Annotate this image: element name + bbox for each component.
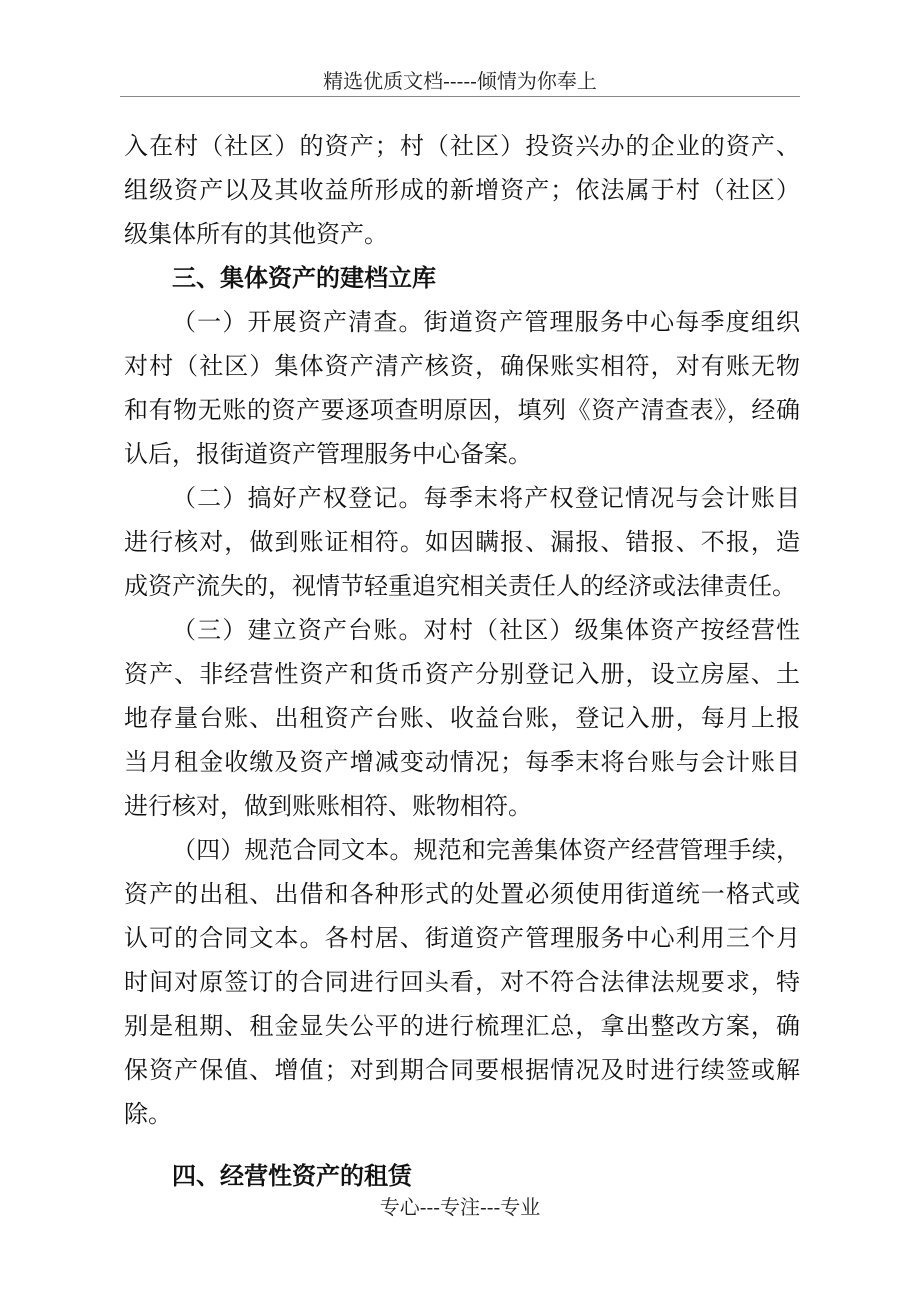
text-line: 地存量台账、出租资产台账、收益台账，登记入册，每月上报 (124, 704, 800, 732)
text-line: 当月租金收缴及资产增减变动情况；每季末将台账与会计账目 (124, 748, 800, 776)
text-line: 认可的合同文本。各村居、街道资产管理服务中心利用三个月 (124, 924, 800, 952)
text-line: 认后，报街道资产管理服务中心备案。 (124, 440, 532, 468)
spacer (124, 1136, 800, 1154)
text-line: （一）开展资产清查。街道资产管理服务中心每季度组织 (172, 308, 800, 336)
text-line: 进行核对，做到账账相符、账物相符。 (124, 792, 532, 820)
page-footer: 专心---专注---专业 (379, 1195, 541, 1219)
text-line: 进行核对，做到账证相符。如因瞒报、漏报、错报、不报，造 (124, 528, 800, 556)
text-line: 成资产流失的，视情节轻重追究相关责任人的经济或法律责任。 (124, 572, 796, 600)
text-line: （二）搞好产权登记。每季末将产权登记情况与会计账目 (172, 484, 800, 512)
text-line: 对村（社区）集体资产清产核资，确保账实相符，对有账无物 (124, 352, 800, 380)
text-line: 时间对原签订的合同进行回头看，对不符合法律法规要求，特 (124, 968, 800, 996)
text-line: （四）规范合同文本。规范和完善集体资产经营管理手续， (172, 836, 800, 864)
text-line: 别是租期、租金显失公平的进行梳理汇总，拿出整改方案，确 (124, 1012, 800, 1040)
text-line: 级集体所有的其他资产。 (124, 220, 388, 248)
text-line: 资产、非经营性资产和货币资产分别登记入册，设立房屋、土 (124, 660, 800, 688)
document-body (124, 124, 800, 1198)
page-header: 精选优质文档-----倾情为你奉上 (323, 69, 597, 93)
text-line: 保资产保值、增值；对到期合同要根据情况及时进行续签或解 (124, 1056, 800, 1084)
text-line: （三）建立资产台账。对村（社区）级集体资产按经营性 (172, 616, 800, 644)
text-line: 和有物无账的资产要逐项查明原因，填列《资产清查表》，经确 (124, 396, 800, 424)
section-heading-3: 三、集体资产的建档立库 (172, 263, 436, 292)
paragraph-contract-standardization (124, 828, 800, 1136)
paragraph-asset-scope (124, 124, 800, 256)
text-line: 除。 (124, 1100, 172, 1128)
paragraph-property-registration (124, 476, 800, 608)
section-heading-4: 四、经营性资产的租赁 (172, 1161, 412, 1190)
paragraph-asset-ledger (124, 608, 800, 828)
text-line: 资产的出租、出借和各种形式的处置必须使用街道统一格式或 (124, 880, 800, 908)
header-divider (120, 96, 800, 97)
paragraph-asset-inventory (124, 300, 800, 476)
text-line: 组级资产以及其收益所形成的新增资产；依法属于村（社区） (124, 176, 800, 204)
text-line: 入在村（社区）的资产；村（社区）投资兴办的企业的资产、 (124, 132, 800, 160)
